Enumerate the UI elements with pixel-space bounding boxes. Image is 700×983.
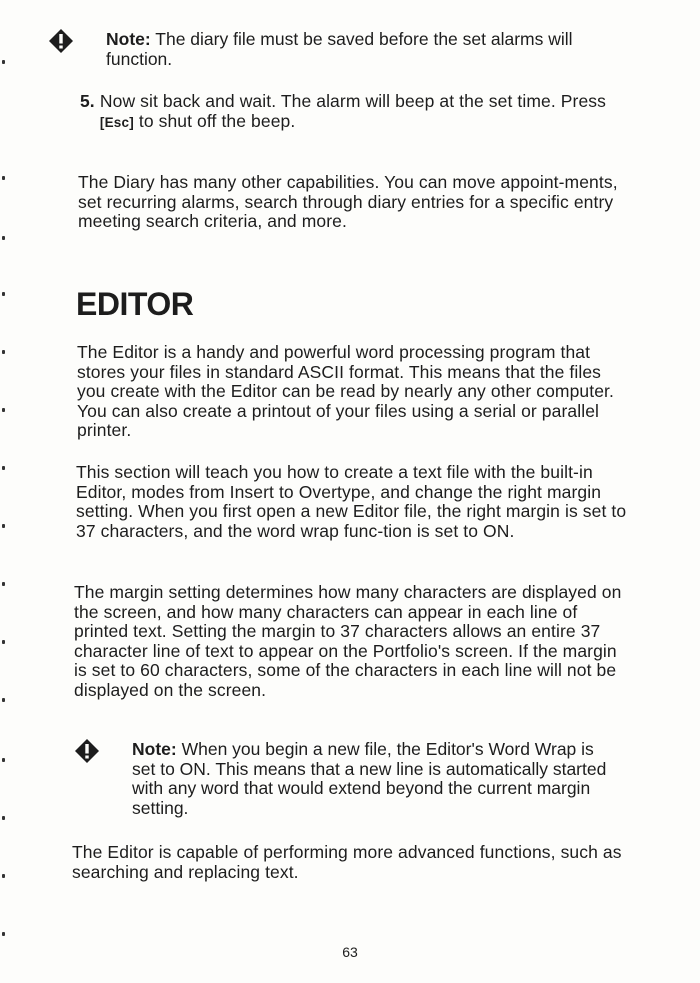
margin-mark <box>2 236 5 240</box>
esc-key-label: [Esc] <box>99 114 134 130</box>
margin-mark <box>2 524 5 528</box>
margin-mark <box>2 932 5 936</box>
note-label: Note: <box>132 739 177 759</box>
step-text-after: to shut off the beep. <box>133 110 296 131</box>
step-text-before: Now sit back and wait. The alarm will beep at the set time. Press <box>99 91 606 111</box>
margin-mark <box>2 758 5 762</box>
margin-mark <box>2 698 5 702</box>
margin-mark <box>2 292 5 296</box>
warning-diamond-icon <box>74 738 100 764</box>
margin-mark <box>2 640 5 644</box>
margin-mark <box>2 350 5 354</box>
note-label: Note: <box>106 29 151 49</box>
note-text <box>132 740 612 818</box>
note-word-wrap <box>74 740 634 818</box>
note-body-text: The diary file must be saved before the set alarms will function. <box>106 29 573 69</box>
margin-setting-paragraph: The margin setting determines how many characters are displayed on the screen, and how many characters can appear in each line of printed text. Setting the margin to 37 characters allows an entire 37 character line of text to appear on the Portfolio's screen. If the margin is set to 60 characters, some of the characters in each line will not be displayed on the screen. <box>74 582 622 700</box>
margin-mark <box>2 176 5 180</box>
margin-mark <box>2 874 5 878</box>
margin-mark <box>2 466 5 470</box>
section-heading-editor: EDITOR <box>76 286 194 322</box>
step-5 <box>80 92 640 132</box>
margin-mark <box>2 816 5 820</box>
editor-section-overview-paragraph: This section will teach you how to create a text file with the built-in Editor, modes from Insert to Overtype, and change the right margin setting. When you first open a new Editor file, the right margin is set to 37 characters, and the word wrap func-tion is set to ON. <box>76 462 627 541</box>
diary-capabilities-paragraph: The Diary has many other capabilities. You can move appoint-ments, set recurring alarms, search through diary entries for a specific entry meeting search criteria, and more. <box>78 172 618 231</box>
margin-mark <box>2 60 5 64</box>
advanced-functions-paragraph: The Editor is capable of performing more advanced functions, such as searching and replacing text. <box>72 842 622 882</box>
margin-mark <box>2 408 5 412</box>
step-text <box>100 92 640 132</box>
margin-mark <box>2 582 5 586</box>
warning-diamond-icon <box>48 28 74 54</box>
editor-intro-paragraph: The Editor is a handy and powerful word processing program that stores your files in standard ASCII format. This means that the files you create with the Editor can be read by nearly any other computer. You can also create a printout of your files using a serial or parallel printer. <box>77 342 614 440</box>
note-diary-save <box>48 30 638 69</box>
step-number: 5. <box>80 91 95 111</box>
page-number: 63 <box>342 944 358 960</box>
note-text <box>106 30 638 69</box>
note-body-text: When you begin a new file, the Editor's Word Wrap is set to ON. This means that a new line is automatically started with any word that would extend beyond the current margin setting. <box>132 739 607 818</box>
